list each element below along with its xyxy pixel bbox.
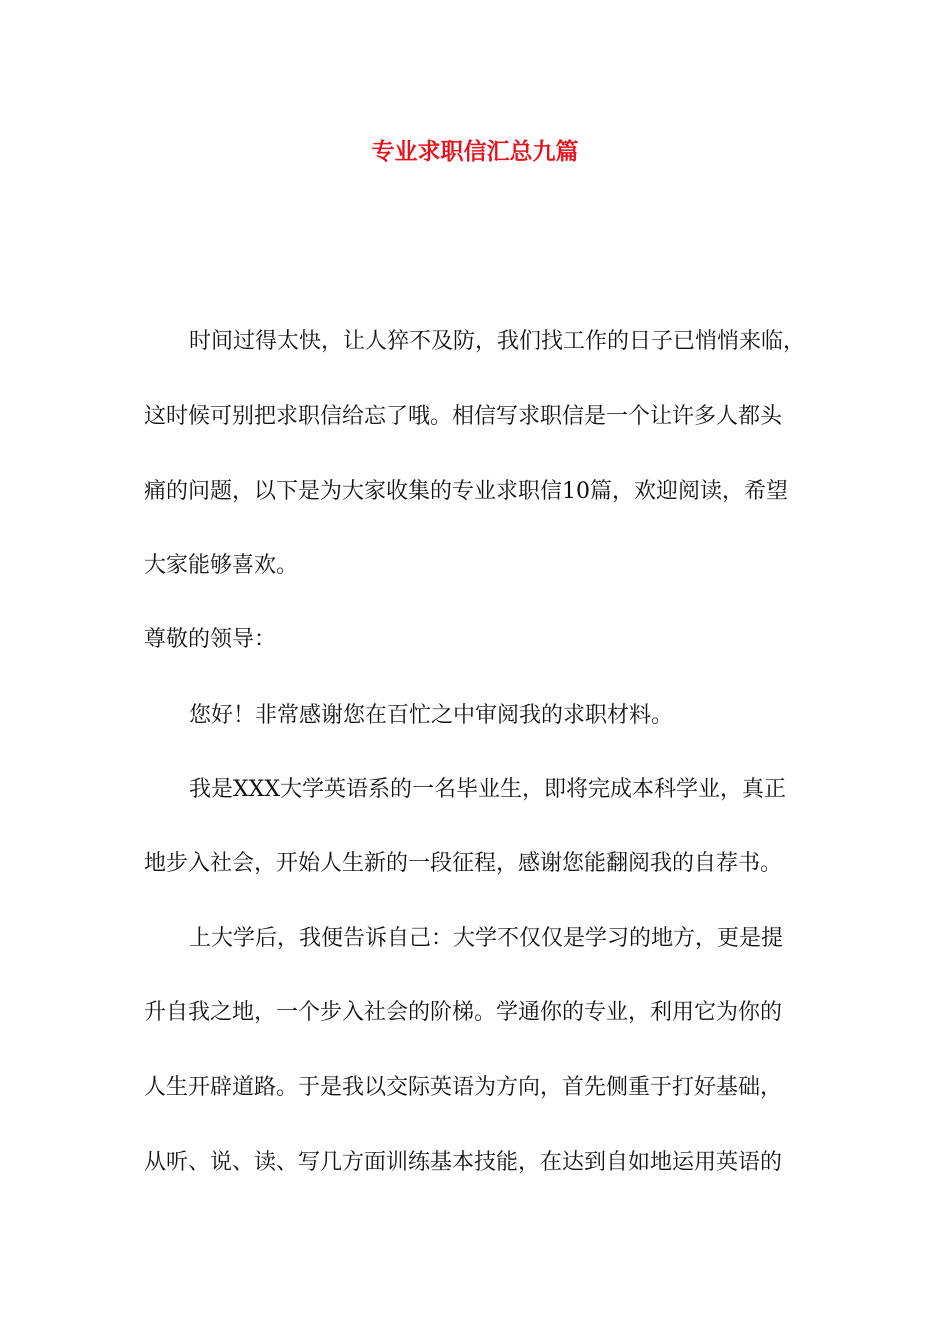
body-line: 地步入社会，开始人生新的一段征程，感谢您能翻阅我的自荐书。 — [144, 851, 783, 876]
body-line: 这时候可别把求职信给忘了哦。相信写求职信是一个让许多人都头 — [144, 404, 783, 429]
body-line: 痛的问题，以下是为大家收集的专业求职信10篇，欢迎阅读，希望 — [144, 479, 788, 504]
body-line: 时间过得太快，让人猝不及防，我们找工作的日子已悄悄来临， — [189, 329, 806, 354]
body-line: 您好！非常感谢您在百忙之中审阅我的求职材料。 — [189, 703, 674, 728]
body-line: 我是XXX大学英语系的一名毕业生，即将完成本科学业，真正 — [189, 777, 786, 802]
body-line: 上大学后，我便告诉自己：大学不仅仅是学习的地方，更是提 — [189, 926, 784, 951]
salutation: 尊敬的领导： — [144, 627, 277, 652]
document-title: 专业求职信汇总九篇 — [371, 138, 579, 165]
body-line: 从听、说、读、写几方面训练基本技能，在达到自如地运用英语的 — [144, 1150, 783, 1175]
body-line: 升自我之地，一个步入社会的阶梯。学通你的专业，利用它为你的 — [144, 1000, 783, 1025]
body-line: 大家能够喜欢。 — [144, 553, 299, 578]
body-line: 人生开辟道路。于是我以交际英语为方向，首先侧重于打好基础， — [144, 1075, 783, 1100]
